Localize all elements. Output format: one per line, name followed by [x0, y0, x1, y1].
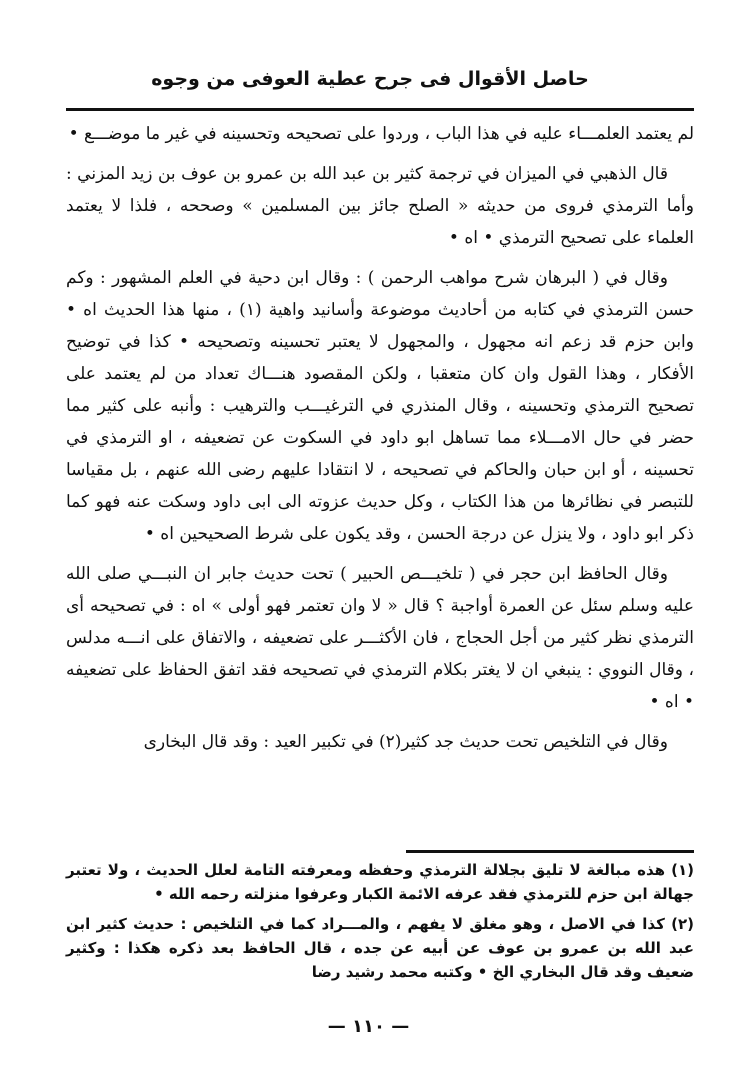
footnotes — [66, 858, 694, 990]
paragraph-4: وقال الحافظ ابن حجر في ( تلخيـــص الحبير ) تحت حديث جابر ان النبـــي صلى الله عليه وسلم سئل عن العمرة أواجبة ؟ قال « لا وان تعتمر فهو أولى » اه : في تصحيحه أى الترمذي نظر كثير من أجل الحجاج ، فان الأكثـــر على تضعيفه ، والاتفاق على انـــه مدلس ، وقال النووي : ينبغي ان لا يغتر بكلام الترمذي في تصحيحه فقد اتفق الحفاظ على تضعيفه • اه • — [66, 564, 694, 712]
paragraph-5: وقال في التلخيص تحت حديث جد كثير(٢) في تكبير العيد : وقد قال البخارى — [143, 732, 668, 752]
main-text — [66, 118, 694, 766]
page-number: — ١١٠ — — [327, 1016, 410, 1037]
footnote-2: (٢) كذا في الاصل ، وهو مغلق لا يفهم ، والمـــراد كما في التلخيص : حديث كثير ابن عبد الله بن عمرو بن عوف عن أبيه عن جده ، قال الحافظ بعد ذكره هكذا : وكثير ضعيف وقد قال البخاري الخ • وكتبه محمد رشيد رضا — [66, 915, 694, 981]
header-divider — [66, 108, 694, 111]
footnote-1: (١) هذه مبالغة لا تليق بجلالة الترمذي وحفظه ومعرفته التامة لعلل الحديث ، ولا تعتبر جهالة ابن حزم للترمذي فقد عرفه الائمة الكبار وعرفوا منزلته رحمه الله • — [66, 861, 694, 903]
paragraph-3: وقال في ( البرهان شرح مواهب الرحمن ) : وقال ابن دحية في العلم المشهور : وكم حسن الترمذي في كتابه من أحاديث موضوعة وأسانيد واهية (١) ، منها هذا الحديث اه • وابن حزم قد زعم انه مجهول ، والمجهول لا يعتبر تحسينه وتصحيحه • كذا في توضيح الأفكار ، وهذا القول وان كان متعقبا ، ولكن المقصود هنـــاك تعداد من لم يعتمد على تصحيح الترمذي وتحسينه ، وقال المنذري في الترغيـــب والترهيب : وأنبه على كثير مما حضر في حال الامـــلاء مما تساهل ابو داود في السكوت عن تضعيفه ، او الترمذي في تحسينه ، أو ابن حبان والحاكم في تصحيحه ، لا انتقادا عليهم رضى الله عنهم ، بل مقياسا للتبصر في نظائرها من هذا الكتاب ، وكل حديث عزوته الى ابى داود وسكت عنه فهو كما ذكر ابو داود ، ولا ينزل عن درجة الحسن ، وقد يكون على شرط الصحيحين اه • — [66, 268, 694, 544]
paragraph-1: لم يعتمد العلمـــاء عليه في هذا الباب ، وردوا على تصحيحه وتحسينه في غير ما موضـــع • — [68, 124, 694, 144]
footnote-divider — [406, 850, 694, 853]
paragraph-2: قال الذهبي في الميزان في ترجمة كثير بن عبد الله بن عمرو بن عوف بن زيد المزني : وأما الترمذي فروى من حديثه « الصلح جائز بين المسلمين » وصححه ، فلذا لا يعتمد العلماء على تصحيح الترمذي • اه • — [66, 164, 694, 248]
running-header: حاصل الأقوال فى جرح عطية العوفى من وجوه — [151, 68, 589, 90]
